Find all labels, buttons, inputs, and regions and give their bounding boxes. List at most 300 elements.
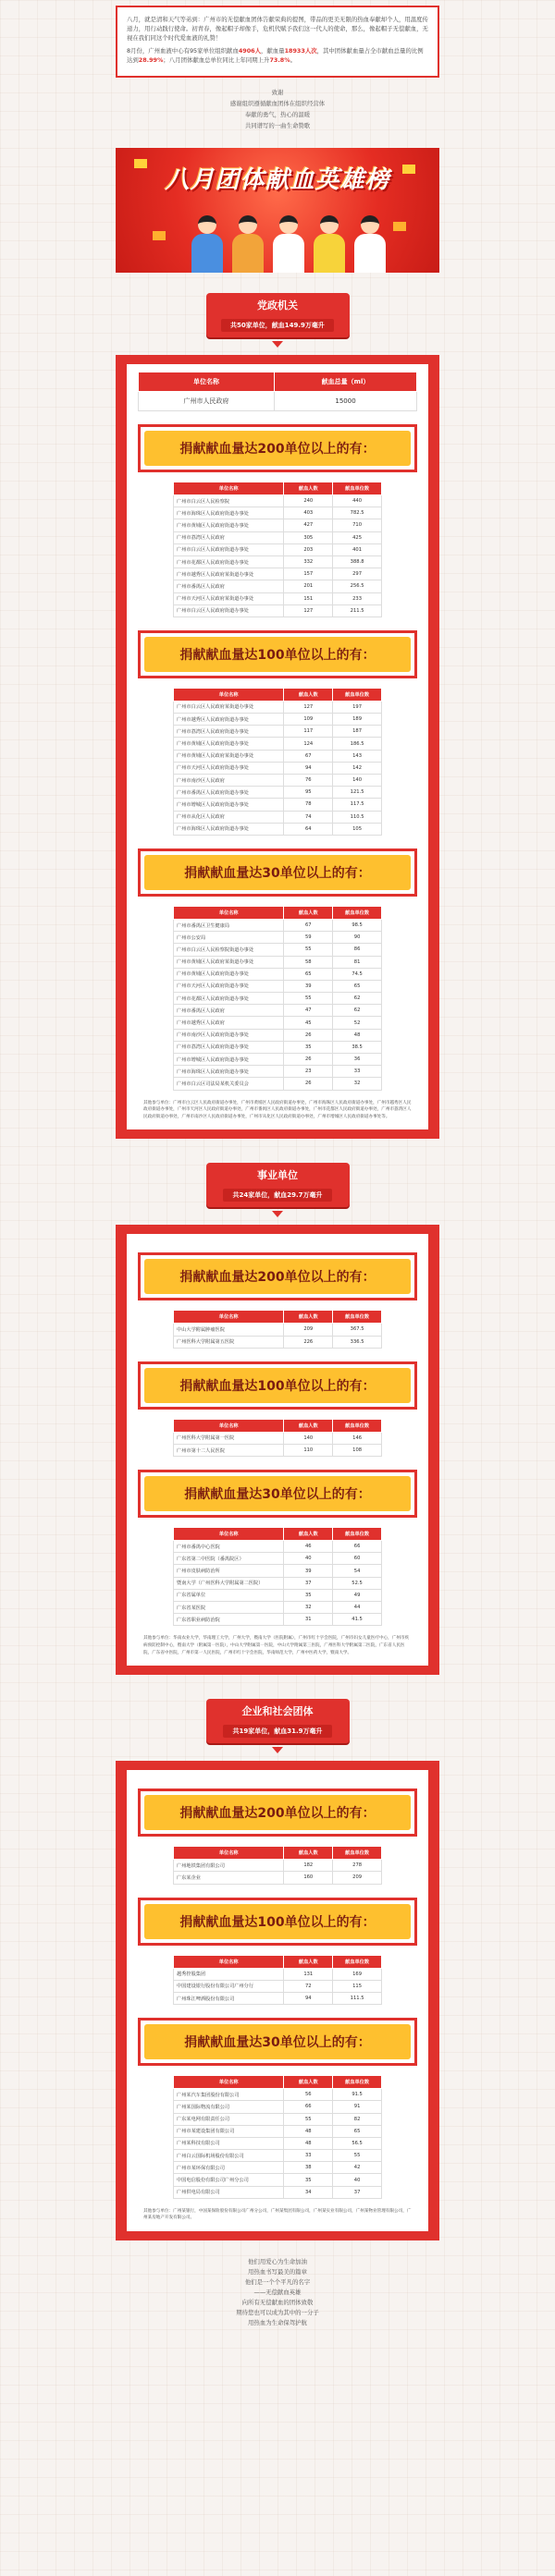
person-illustration — [312, 215, 347, 273]
table-row — [174, 1614, 382, 1626]
table-row — [174, 968, 382, 980]
category-title: 事业单位 — [257, 1169, 298, 1182]
tier-banner — [138, 1252, 417, 1300]
tier-banner-label: 捐献献血量达100单位以上的有： — [144, 1904, 411, 1939]
unit-name-cell: 广州市越秀区人民政府某街道办事处 — [174, 568, 284, 580]
unit-name-cell: 广州市黄埔区人民政府街道办事处 — [174, 519, 284, 531]
category-header-enterprise — [0, 1699, 555, 1753]
unit-name-cell: 广州市南沙区人民政府 — [174, 775, 284, 787]
table-header: 单位名称 — [174, 906, 284, 919]
category-title: 党政机关 — [257, 299, 298, 311]
table-header-row — [174, 1311, 382, 1324]
unit-name-cell: 中山大学附属肿瘤医院 — [174, 1324, 284, 1336]
unit-name-cell: 广东某电网有限责任公司 — [174, 2113, 284, 2125]
value-cell: 151 — [284, 592, 333, 604]
tier-banner-label: 捐献献血量达200单位以上的有： — [144, 431, 411, 466]
value-cell: 782.5 — [333, 507, 382, 519]
value-cell: 82 — [333, 2113, 382, 2125]
table-header-row — [174, 1847, 382, 1860]
unit-name-cell: 广州市从化区人民政府 — [174, 811, 284, 823]
value-cell: 44 — [333, 1602, 382, 1614]
value-cell: 117.5 — [333, 799, 382, 811]
table-row — [174, 932, 382, 944]
table-header: 献血人数 — [284, 2076, 333, 2089]
section-panel-inner — [127, 1770, 428, 2231]
table-row — [174, 799, 382, 811]
value-cell: 143 — [333, 750, 382, 762]
table-row — [174, 919, 382, 931]
table-header-row — [174, 482, 382, 495]
poem-line: 他们是一个个平凡的名字 — [244, 2278, 311, 2286]
unit-name-cell: 广州市番禺区人民政府 — [174, 580, 284, 592]
value-cell: 37 — [284, 1577, 333, 1589]
table-row — [174, 555, 382, 568]
value-cell: 115 — [333, 1980, 382, 1992]
unit-name-cell: 广州市公安局 — [174, 932, 284, 944]
unit-name-cell: 广州市第十二人民医院 — [174, 1444, 284, 1456]
table-row — [174, 1968, 382, 1980]
unit-name-cell: 广东某企业 — [174, 1872, 284, 1884]
value-cell: 91.5 — [333, 2089, 382, 2101]
table-row — [174, 738, 382, 750]
value-cell: 105 — [333, 823, 382, 835]
donation-table — [173, 1527, 382, 1626]
value-cell: 209 — [333, 1872, 382, 1884]
table-header-row — [174, 906, 382, 919]
table-row — [174, 1992, 382, 2004]
table-row — [174, 592, 382, 604]
value-cell: 111.5 — [333, 1992, 382, 2004]
value-cell: 65 — [284, 968, 333, 980]
value-cell: 48 — [284, 2137, 333, 2149]
other-units-note: 其他参与单位：广州市白云区人民政府街道办事处，广州市黄埔区人民政府街道办事处，广州市海珠区人民政府街道办事处，广州市越秀区人民政府街道办事处，广州市天河区人民政府街道办事处，广州市番禺区人民政府街道办事处，广州市花都区人民政府街道办事处，广州市荔湾区人民政府街道办事处，广州市南沙区人民政府街道办事处，广州市从化区人民政府街道办事处，广州市增城区人民政府街道办事处等。 — [143, 1100, 412, 1119]
value-cell: 226 — [284, 1336, 333, 1348]
table-header-row — [174, 2076, 382, 2089]
value-cell: 403 — [284, 507, 333, 519]
unit-name-cell: 广州某汽车集团股份有限公司 — [174, 2089, 284, 2101]
table-header: 献血单位数 — [333, 1311, 382, 1324]
unit-name-cell: 广州市黄埔区人民政府街道办事处 — [174, 738, 284, 750]
value-cell: 67 — [284, 750, 333, 762]
category-pill — [206, 1699, 350, 1743]
value-cell: 40 — [284, 1553, 333, 1565]
poem-line: 期待您也可以成为其中的一分子 — [236, 2309, 319, 2316]
value-cell: 33 — [333, 1066, 382, 1078]
table-row — [174, 1029, 382, 1041]
table-row — [174, 823, 382, 835]
poem-line: 向所有无偿献血的团体致敬 — [241, 2299, 314, 2306]
value-cell: 95 — [284, 787, 333, 799]
category-header-gov — [0, 293, 555, 348]
value-cell: 110 — [284, 1444, 333, 1456]
chevron-down-icon — [272, 1211, 283, 1217]
value-cell: 23 — [284, 1066, 333, 1078]
chevron-down-icon — [272, 1747, 283, 1753]
value-cell: 33 — [284, 2150, 333, 2162]
unit-name-cell: 广州医科大学附属第五医院 — [174, 1336, 284, 1348]
value-cell: 48 — [333, 1029, 382, 1041]
table-row — [174, 2137, 382, 2149]
value-cell: 256.5 — [333, 580, 382, 592]
value-cell: 211.5 — [333, 604, 382, 617]
value-cell: 47 — [284, 1005, 333, 1017]
poem-line: 用热血书写最美的篇章 — [248, 2268, 307, 2276]
table-row — [174, 811, 382, 823]
hero-banner — [116, 148, 439, 273]
unit-name-cell: 广州市黄埔区人民政府街道办事处 — [174, 968, 284, 980]
poem-line: 他们用爱心为生命加油 — [248, 2258, 307, 2265]
value-cell: 157 — [284, 568, 333, 580]
unit-name-cell: 广州市某环保有限公司 — [174, 2162, 284, 2174]
value-cell: 35 — [284, 2174, 333, 2186]
table-row — [174, 701, 382, 713]
value-cell: 52 — [333, 1017, 382, 1029]
table-row — [174, 750, 382, 762]
poem-line: 感谢组织遵循献血团体在组织经营体 — [229, 100, 326, 107]
unit-name-cell: 广州市海珠区人民政府街道办事处 — [174, 507, 284, 519]
unit-name-cell: 广州市白云区人民检察院街道办事处 — [174, 944, 284, 956]
category-title: 企业和社会团体 — [241, 1705, 314, 1718]
donation-table — [173, 1846, 382, 1884]
table-header: 献血总量（ml） — [275, 372, 417, 392]
tier-banner — [138, 630, 417, 678]
value-cell: 332 — [284, 555, 333, 568]
value-cell: 42 — [333, 2162, 382, 2174]
value-cell: 38.5 — [333, 1041, 382, 1053]
table-row — [174, 2174, 382, 2186]
value-cell: 76 — [284, 775, 333, 787]
section-panel-public — [116, 1225, 439, 1675]
value-cell: 46 — [284, 1541, 333, 1553]
unit-name-cell: 广州市番禺区人民政府 — [174, 1005, 284, 1017]
value-cell: 182 — [284, 1860, 333, 1872]
donation-table — [173, 1419, 382, 1457]
value-cell: 62 — [333, 993, 382, 1005]
unit-name-cell: 广州市白云区司法局某机关委员会 — [174, 1078, 284, 1090]
unit-name-cell: 广州市白云区人民政府街道办事处 — [174, 543, 284, 555]
unit-name-cell: 广州市天河区人民政府街道办事处 — [174, 980, 284, 992]
value-cell: 56 — [284, 2089, 333, 2101]
value-cell: 40 — [333, 2174, 382, 2186]
table-row — [174, 714, 382, 726]
unit-name-cell: 广州某国际物流有限公司 — [174, 2101, 284, 2113]
value-cell: 440 — [333, 495, 382, 507]
value-cell: 209 — [284, 1324, 333, 1336]
table-header: 单位名称 — [174, 1847, 284, 1860]
unit-name-cell: 广州市海珠区人民政府街道办事处 — [174, 1066, 284, 1078]
flag-icon — [153, 231, 166, 240]
value-cell: 169 — [333, 1968, 382, 1980]
value-cell: 305 — [284, 531, 333, 543]
unit-name-cell: 中国电信股份有限公司广州分公司 — [174, 2174, 284, 2186]
unit-name-cell: 广州白云国际机场股份有限公司 — [174, 2150, 284, 2162]
value-cell: 48 — [284, 2125, 333, 2137]
unit-name-cell: 广州地铁集团有限公司 — [174, 1860, 284, 1872]
table-header-row — [174, 688, 382, 701]
category-pill — [206, 293, 350, 337]
table-row — [174, 543, 382, 555]
table-row — [174, 507, 382, 519]
unit-name-cell: 越秀控股集团 — [174, 1968, 284, 1980]
value-cell: 32 — [333, 1078, 382, 1090]
value-cell: 91 — [333, 2101, 382, 2113]
tier-banner-label: 捐献献血量达100单位以上的有： — [144, 637, 411, 672]
category-subtitle: 共24家单位，献血29.7万毫升 — [223, 1189, 331, 1202]
value-cell: 189 — [333, 714, 382, 726]
table-header: 献血人数 — [284, 1528, 333, 1541]
value-cell: 201 — [284, 580, 333, 592]
value-cell: 146 — [333, 1432, 382, 1444]
donation-table — [173, 2075, 382, 2199]
unit-name-cell: 广州市番禺区人民政府街道办事处 — [174, 787, 284, 799]
table-row — [174, 1565, 382, 1577]
value-cell: 65 — [333, 2125, 382, 2137]
table-row — [174, 726, 382, 738]
table-row — [174, 604, 382, 617]
value-cell: 140 — [284, 1432, 333, 1444]
donation-table — [173, 1310, 382, 1348]
person-illustration — [271, 215, 306, 273]
table-row — [174, 2186, 382, 2198]
category-pill — [206, 1163, 350, 1207]
value-cell: 60 — [333, 1553, 382, 1565]
value-cell: 240 — [284, 495, 333, 507]
poem-line: 用热血为生命保驾护航 — [248, 2319, 307, 2326]
table-row: 广州市人民政府 15000 — [139, 392, 417, 411]
value-cell: 58 — [284, 956, 333, 968]
value-cell: 67 — [284, 919, 333, 931]
tier-banner — [138, 1789, 417, 1837]
value-cell: 98.5 — [333, 919, 382, 931]
unit-name-cell: 广州市越秀区人民政府 — [174, 1017, 284, 1029]
tier-banner — [138, 1470, 417, 1518]
tier-banner-label: 捐献献血量达200单位以上的有： — [144, 1259, 411, 1294]
table-row — [174, 944, 382, 956]
table-row — [174, 2150, 382, 2162]
value-cell: 160 — [284, 1872, 333, 1884]
value-cell: 37 — [333, 2186, 382, 2198]
lead-table — [138, 372, 417, 411]
unit-name-cell: 广州市白云区人民检察院 — [174, 495, 284, 507]
table-header: 献血人数 — [284, 1847, 333, 1860]
table-row — [174, 1577, 382, 1589]
unit-name-cell: 广州市海珠区人民政府街道办事处 — [174, 823, 284, 835]
value-cell: 66 — [333, 1541, 382, 1553]
closing-poem — [0, 2257, 555, 2345]
value-cell: 142 — [333, 762, 382, 774]
value-cell: 55 — [333, 2150, 382, 2162]
value-cell: 64 — [284, 823, 333, 835]
unit-name-cell: 广东省某医院 — [174, 1602, 284, 1614]
tier-banner-label: 捐献献血量达30单位以上的有： — [144, 1476, 411, 1511]
value-cell: 45 — [284, 1017, 333, 1029]
value-cell: 203 — [284, 543, 333, 555]
table-header: 单位名称 — [174, 482, 284, 495]
table-row — [174, 1860, 382, 1872]
poem-line: 共同谱写的一曲生命赞歌 — [244, 122, 311, 129]
table-row — [174, 980, 382, 992]
illustration-people — [190, 215, 388, 273]
value-cell: 388.8 — [333, 555, 382, 568]
value-cell: 197 — [333, 701, 382, 713]
unit-name-cell: 广州珠江啤酒股份有限公司 — [174, 1992, 284, 2004]
table-header: 献血单位数 — [333, 688, 382, 701]
value-cell: 26 — [284, 1078, 333, 1090]
value-cell: 81 — [333, 956, 382, 968]
donation-table — [173, 1955, 382, 2006]
unit-name-cell: 广州市天河区人民政府街道办事处 — [174, 762, 284, 774]
value-cell: 74.5 — [333, 968, 382, 980]
category-subtitle: 共19家单位，献血31.9万毫升 — [223, 1725, 331, 1738]
unit-name-cell: 广州医科大学附属第一医院 — [174, 1432, 284, 1444]
section-panel-inner — [127, 364, 428, 1129]
donation-table — [173, 688, 382, 836]
banner-title: 八月团体献血英雄榜 — [165, 166, 390, 194]
table-header-row — [174, 1528, 382, 1541]
tier-banner — [138, 848, 417, 897]
unit-name-cell: 广州供电局有限公司 — [174, 2186, 284, 2198]
table-row — [174, 1078, 382, 1090]
value-cell: 336.5 — [333, 1336, 382, 1348]
unit-name-cell: 中国建设银行股份有限公司广州分行 — [174, 1980, 284, 1992]
table-row — [174, 2089, 382, 2101]
unit-name-cell: 暨南大学（广州医科大学附属第二医院） — [174, 1577, 284, 1589]
unit-name-cell: 广州市荔湾区人民政府街道办事处 — [174, 1041, 284, 1053]
section-panel-gov — [116, 355, 439, 1139]
value-cell: 90 — [333, 932, 382, 944]
unit-name-cell: 广东省第二中医院（番禺院区） — [174, 1553, 284, 1565]
value-cell: 66 — [284, 2101, 333, 2113]
value-cell: 367.5 — [333, 1324, 382, 1336]
unit-name-cell: 广州市南沙区人民政府街道办事处 — [174, 1029, 284, 1041]
table-row — [174, 993, 382, 1005]
unit-name-cell: 广州市花都区人民政府街道办事处 — [174, 993, 284, 1005]
value-cell: 59 — [284, 932, 333, 944]
section-panel-inner — [127, 1234, 428, 1666]
intro-paragraph-2: 8月份，广州血液中心有95家单位组织献血4906人，献血量18933人次，其中团体献血量占全市献血总量的比例达到28.99%；八月团体献血总单位同比上年同期上升73.8%。 — [127, 47, 424, 64]
table-header: 单位名称 — [174, 688, 284, 701]
table-header: 献血人数 — [284, 482, 333, 495]
value-cell: 124 — [284, 738, 333, 750]
table-row — [174, 775, 382, 787]
value-cell: 72 — [284, 1980, 333, 1992]
table-header: 献血单位数 — [333, 906, 382, 919]
table-row — [174, 1005, 382, 1017]
table-row — [174, 1017, 382, 1029]
table-header-row — [174, 1955, 382, 1968]
value-cell: 140 — [333, 775, 382, 787]
unit-name-cell: 广州市增城区人民政府街道办事处 — [174, 799, 284, 811]
poem-line: 致谢 — [271, 89, 284, 96]
tier-banner — [138, 1361, 417, 1410]
chevron-down-icon — [272, 341, 283, 348]
value-cell: 56.5 — [333, 2137, 382, 2149]
table-row — [174, 762, 382, 774]
table-header: 献血人数 — [284, 1955, 333, 1968]
table-row — [174, 2125, 382, 2137]
table-header: 献血单位数 — [333, 1955, 382, 1968]
value-cell: 94 — [284, 762, 333, 774]
value-cell: 186.5 — [333, 738, 382, 750]
value-cell: 233 — [333, 592, 382, 604]
value-cell: 127 — [284, 701, 333, 713]
poem-line: ——无偿献血英雄 — [253, 2289, 302, 2296]
table-header: 单位名称 — [174, 1311, 284, 1324]
donation-table — [173, 906, 382, 1091]
unit-name-cell: 广州市荔湾区人民政府街道办事处 — [174, 726, 284, 738]
value-cell: 110.5 — [333, 811, 382, 823]
tier-banner-label: 捐献献血量达30单位以上的有： — [144, 855, 411, 890]
other-units-note: 其他参与单位：华南农业大学，华南理工大学，广州大学，暨南大学（医院附属），广州市红十字会医院，广州市妇女儿童医疗中心，广州市疾病预防控制中心，暨南大学（附属第一医院），中山大学附属第一医院，中山大学附属第三医院，广州医科大学附属第二医院，广东省人民医院，广东省中医院，广州市第一人民医院，广州市红十字会医院，华南师范大学，广州中医药大学，暨南大学。 — [143, 1636, 410, 1655]
unit-name-cell: 广州市白云区人民政府某街道办事处 — [174, 701, 284, 713]
unit-name-cell: 广州市番禺中心医院 — [174, 1541, 284, 1553]
table-row — [174, 1872, 382, 1884]
table-header-row — [174, 1419, 382, 1432]
table-header: 献血单位数 — [333, 1419, 382, 1432]
value-cell: 109 — [284, 714, 333, 726]
value-cell: 26 — [284, 1054, 333, 1066]
value-cell: 78 — [284, 799, 333, 811]
poem-line: 奉献的勇气，热心的温暖 — [244, 111, 311, 118]
value-cell: 35 — [284, 1041, 333, 1053]
unit-name-cell: 广州市花都区人民政府街道办事处 — [174, 555, 284, 568]
unit-name-cell: 广东省职业病防治院 — [174, 1614, 284, 1626]
value-cell: 26 — [284, 1029, 333, 1041]
table-row — [174, 531, 382, 543]
table-header: 单位名称 — [139, 372, 275, 392]
unit-name-cell: 广州市增城区人民政府街道办事处 — [174, 1054, 284, 1066]
table-row — [174, 1041, 382, 1053]
table-header: 献血单位数 — [333, 1847, 382, 1860]
tier-banner — [138, 1898, 417, 1946]
person-illustration — [352, 215, 388, 273]
value-cell: 54 — [333, 1565, 382, 1577]
value-cell: 278 — [333, 1860, 382, 1872]
value-cell: 34 — [284, 2186, 333, 2198]
value-cell: 39 — [284, 980, 333, 992]
person-illustration — [230, 215, 265, 273]
unit-name-cell: 广州某科技有限公司 — [174, 2137, 284, 2149]
value-cell: 55 — [284, 944, 333, 956]
intro-poem — [0, 87, 555, 131]
value-cell: 52.5 — [333, 1577, 382, 1589]
value-cell: 55 — [284, 993, 333, 1005]
table-row — [174, 2113, 382, 2125]
value-cell: 127 — [284, 604, 333, 617]
value-cell: 297 — [333, 568, 382, 580]
unit-name-cell: 广东省属单位 — [174, 1589, 284, 1601]
table-header: 献血人数 — [284, 906, 333, 919]
tier-banner — [138, 2018, 417, 2066]
tier-banner-label: 捐献献血量达200单位以上的有： — [144, 1795, 411, 1830]
value-cell: 62 — [333, 1005, 382, 1017]
table-row — [174, 580, 382, 592]
person-illustration — [190, 215, 225, 273]
table-row — [174, 956, 382, 968]
other-units-note: 其他参与单位：广州某银行，中国某保险股份有限公司广州分公司，广州某集团有限公司，广州某实业有限公司，广州某物业管理有限公司，广州某房地产开发有限公司。 — [143, 2208, 412, 2221]
tier-banner — [138, 424, 417, 472]
table-row — [174, 2162, 382, 2174]
table-header: 献血人数 — [284, 1419, 333, 1432]
flag-icon — [393, 222, 406, 231]
value-cell: 131 — [284, 1968, 333, 1980]
unit-name-cell: 广州市荔湾区人民政府 — [174, 531, 284, 543]
value-cell: 401 — [333, 543, 382, 555]
intro-box — [116, 6, 439, 78]
table-row — [174, 1980, 382, 1992]
table-header: 单位名称 — [174, 2076, 284, 2089]
table-header: 单位名称 — [174, 1528, 284, 1541]
